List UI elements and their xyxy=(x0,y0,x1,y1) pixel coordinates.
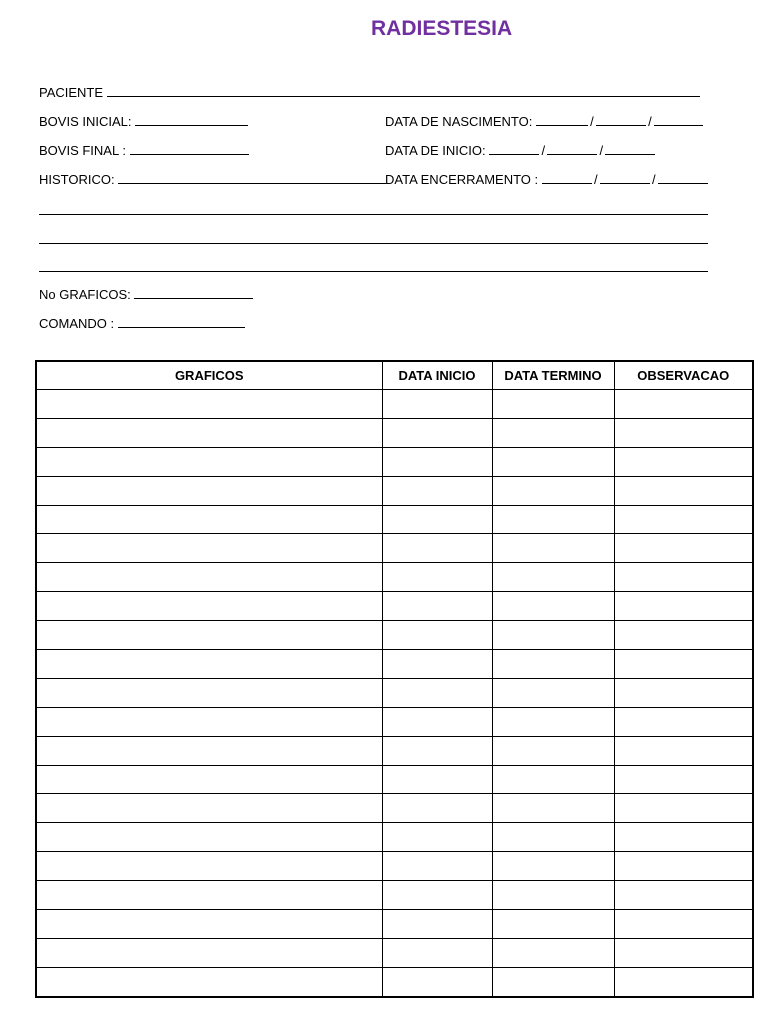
data-termino-cell[interactable] xyxy=(492,476,614,505)
table-row xyxy=(36,967,753,997)
table-row xyxy=(36,505,753,534)
graficos-cell[interactable] xyxy=(36,910,382,939)
header-graficos: GRAFICOS xyxy=(36,361,382,390)
data-termino-cell[interactable] xyxy=(492,707,614,736)
data-inicio-label: DATA DE INICIO: xyxy=(385,143,486,158)
table-row xyxy=(36,390,753,419)
historico-line-3[interactable] xyxy=(39,271,708,272)
table-row xyxy=(36,447,753,476)
historico-label: HISTORICO: xyxy=(39,172,115,187)
data-inicio-cell[interactable] xyxy=(382,563,492,592)
data-termino-cell[interactable] xyxy=(492,390,614,419)
data-nascimento-month-field[interactable] xyxy=(596,113,646,126)
data-termino-cell[interactable] xyxy=(492,592,614,621)
data-termino-cell[interactable] xyxy=(492,678,614,707)
data-inicio-cell[interactable] xyxy=(382,881,492,910)
observacao-cell[interactable] xyxy=(614,563,753,592)
observacao-cell[interactable] xyxy=(614,678,753,707)
no-graficos-row xyxy=(39,286,253,303)
data-termino-cell[interactable] xyxy=(492,736,614,765)
observacao-cell[interactable] xyxy=(614,390,753,419)
table-row xyxy=(36,938,753,967)
data-termino-cell[interactable] xyxy=(492,852,614,881)
graficos-cell[interactable] xyxy=(36,390,382,419)
data-termino-cell[interactable] xyxy=(492,794,614,823)
data-termino-cell[interactable] xyxy=(492,938,614,967)
graficos-cell[interactable] xyxy=(36,794,382,823)
data-termino-cell[interactable] xyxy=(492,505,614,534)
table-row xyxy=(36,794,753,823)
table-header-row xyxy=(36,361,753,390)
observacao-cell[interactable] xyxy=(614,534,753,563)
graficos-cell[interactable] xyxy=(36,447,382,476)
observacao-cell[interactable] xyxy=(614,794,753,823)
data-encerramento-month-field[interactable] xyxy=(600,171,650,184)
data-termino-cell[interactable] xyxy=(492,650,614,679)
data-inicio-cell[interactable] xyxy=(382,650,492,679)
header-data-inicio: DATA INICIO xyxy=(382,361,492,390)
data-termino-cell[interactable] xyxy=(492,823,614,852)
date-separator: / xyxy=(590,114,594,129)
table-row xyxy=(36,823,753,852)
observacao-cell[interactable] xyxy=(614,938,753,967)
observacao-cell[interactable] xyxy=(614,505,753,534)
data-inicio-row xyxy=(385,142,655,159)
bovis-inicial-field[interactable] xyxy=(135,113,248,126)
comando-field[interactable] xyxy=(118,315,245,328)
observacao-cell[interactable] xyxy=(614,881,753,910)
date-separator: / xyxy=(599,143,604,158)
data-inicio-cell[interactable] xyxy=(382,505,492,534)
graficos-cell[interactable] xyxy=(36,592,382,621)
header-observacao: OBSERVACAO xyxy=(614,361,753,390)
table-row xyxy=(36,881,753,910)
graficos-cell[interactable] xyxy=(36,650,382,679)
graficos-cell[interactable] xyxy=(36,852,382,881)
data-termino-cell[interactable] xyxy=(492,563,614,592)
comando-row xyxy=(39,315,245,332)
table-row xyxy=(36,650,753,679)
date-separator: / xyxy=(541,143,546,158)
data-termino-cell[interactable] xyxy=(492,881,614,910)
bovis-inicial-row xyxy=(39,113,248,130)
table-row xyxy=(36,563,753,592)
data-inicio-cell[interactable] xyxy=(382,794,492,823)
comando-label: COMANDO : xyxy=(39,316,115,331)
data-nascimento-row xyxy=(385,113,703,130)
table-row xyxy=(36,621,753,650)
data-inicio-cell[interactable] xyxy=(382,736,492,765)
header-data-termino: DATA TERMINO xyxy=(492,361,614,390)
data-inicio-cell[interactable] xyxy=(382,418,492,447)
data-encerramento-label: DATA ENCERRAMENTO : xyxy=(385,172,539,187)
graficos-cell[interactable] xyxy=(36,881,382,910)
data-inicio-cell[interactable] xyxy=(382,765,492,794)
table-row xyxy=(36,476,753,505)
data-inicio-year-field[interactable] xyxy=(605,142,655,155)
observacao-cell[interactable] xyxy=(614,910,753,939)
data-termino-cell[interactable] xyxy=(492,418,614,447)
data-encerramento-row xyxy=(385,171,708,188)
graficos-table xyxy=(35,360,754,998)
data-inicio-cell[interactable] xyxy=(382,852,492,881)
historico-line-2[interactable] xyxy=(39,243,708,244)
observacao-cell[interactable] xyxy=(614,707,753,736)
table-row xyxy=(36,678,753,707)
data-inicio-cell[interactable] xyxy=(382,390,492,419)
observacao-cell[interactable] xyxy=(614,852,753,881)
data-inicio-day-field[interactable] xyxy=(489,142,539,155)
data-inicio-cell[interactable] xyxy=(382,447,492,476)
bovis-final-row xyxy=(39,142,249,159)
graficos-cell[interactable] xyxy=(36,505,382,534)
data-termino-cell[interactable] xyxy=(492,621,614,650)
bovis-final-label: BOVIS FINAL : xyxy=(39,143,126,158)
data-nascimento-year-field[interactable] xyxy=(654,113,703,126)
graficos-cell[interactable] xyxy=(36,707,382,736)
observacao-cell[interactable] xyxy=(614,621,753,650)
table-row xyxy=(36,707,753,736)
observacao-cell[interactable] xyxy=(614,447,753,476)
data-encerramento-year-field[interactable] xyxy=(658,171,708,184)
table-row xyxy=(36,910,753,939)
paciente-field[interactable] xyxy=(107,84,700,97)
date-separator: / xyxy=(651,172,656,187)
historico-line-1[interactable] xyxy=(39,214,708,215)
graficos-cell[interactable] xyxy=(36,534,382,563)
data-inicio-cell[interactable] xyxy=(382,910,492,939)
date-separator: / xyxy=(593,172,598,187)
data-inicio-cell[interactable] xyxy=(382,592,492,621)
historico-field[interactable] xyxy=(118,171,386,184)
table-row xyxy=(36,534,753,563)
observacao-cell[interactable] xyxy=(614,765,753,794)
observacao-cell[interactable] xyxy=(614,823,753,852)
data-inicio-cell[interactable] xyxy=(382,707,492,736)
data-termino-cell[interactable] xyxy=(492,967,614,997)
table-body xyxy=(36,390,753,998)
table-row xyxy=(36,736,753,765)
observacao-cell[interactable] xyxy=(614,418,753,447)
data-nascimento-day-field[interactable] xyxy=(536,113,588,126)
data-nascimento-label: DATA DE NASCIMENTO: xyxy=(385,114,533,129)
data-inicio-cell[interactable] xyxy=(382,678,492,707)
graficos-cell[interactable] xyxy=(36,765,382,794)
bovis-final-field[interactable] xyxy=(130,142,249,155)
data-encerramento-day-field[interactable] xyxy=(542,171,592,184)
data-termino-cell[interactable] xyxy=(492,534,614,563)
graficos-cell[interactable] xyxy=(36,938,382,967)
observacao-cell[interactable] xyxy=(614,967,753,997)
graficos-cell[interactable] xyxy=(36,678,382,707)
date-separator: / xyxy=(648,114,652,129)
paciente-row xyxy=(39,84,700,101)
observacao-cell[interactable] xyxy=(614,650,753,679)
graficos-cell[interactable] xyxy=(36,563,382,592)
no-graficos-label: No GRAFICOS: xyxy=(39,287,131,302)
data-inicio-month-field[interactable] xyxy=(547,142,597,155)
observacao-cell[interactable] xyxy=(614,736,753,765)
table-row xyxy=(36,852,753,881)
graficos-cell[interactable] xyxy=(36,823,382,852)
table-row xyxy=(36,418,753,447)
data-inicio-cell[interactable] xyxy=(382,967,492,997)
data-inicio-cell[interactable] xyxy=(382,823,492,852)
graficos-cell[interactable] xyxy=(36,476,382,505)
data-inicio-cell[interactable] xyxy=(382,938,492,967)
historico-row xyxy=(39,171,386,188)
table-row xyxy=(36,592,753,621)
data-inicio-cell[interactable] xyxy=(382,534,492,563)
no-graficos-field[interactable] xyxy=(134,286,253,299)
graficos-cell[interactable] xyxy=(36,621,382,650)
data-inicio-cell[interactable] xyxy=(382,621,492,650)
graficos-cell[interactable] xyxy=(36,418,382,447)
graficos-cell[interactable] xyxy=(36,967,382,997)
data-termino-cell[interactable] xyxy=(492,765,614,794)
observacao-cell[interactable] xyxy=(614,592,753,621)
bovis-inicial-label: BOVIS INICIAL: xyxy=(39,114,132,129)
paciente-label: PACIENTE xyxy=(39,85,104,100)
graficos-cell[interactable] xyxy=(36,736,382,765)
title-text: RADIESTESIA xyxy=(371,17,513,40)
data-termino-cell[interactable] xyxy=(492,910,614,939)
observacao-cell[interactable] xyxy=(614,476,753,505)
table-row xyxy=(36,765,753,794)
data-inicio-cell[interactable] xyxy=(382,476,492,505)
data-termino-cell[interactable] xyxy=(492,447,614,476)
